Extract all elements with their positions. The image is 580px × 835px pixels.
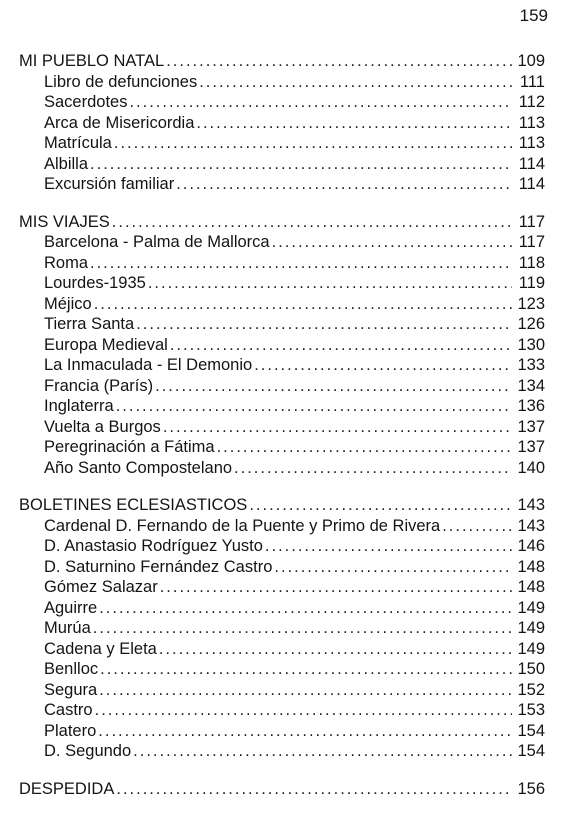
- dot-leader: [114, 133, 512, 154]
- toc-entry: [19, 335, 545, 356]
- toc-page-number: 113: [518, 134, 545, 152]
- toc-page-number: 134: [517, 376, 545, 395]
- toc-page-number: 117: [518, 233, 545, 251]
- toc-entry-title: Gómez Salazar: [44, 578, 158, 596]
- toc-page-number: 143: [517, 496, 545, 514]
- toc-entry-title: D. Anastasio Rodríguez Yusto: [44, 537, 263, 555]
- dot-leader: [274, 557, 512, 578]
- toc-entry: [19, 72, 545, 93]
- toc-entry-title: Aguirre: [44, 598, 98, 617]
- toc-page-number: 156: [517, 779, 545, 798]
- toc-entry-title: D. Saturnino Fernández Castro: [44, 557, 273, 576]
- toc-entry-title: Benlloc: [44, 660, 99, 678]
- dot-leader: [254, 355, 512, 376]
- toc-page-number: 123: [517, 294, 545, 313]
- toc-page-number: 111: [519, 72, 545, 91]
- toc-entry-title: Platero: [44, 721, 97, 740]
- toc-page-number: 109: [517, 52, 545, 70]
- dot-leader: [272, 232, 512, 253]
- toc-entry-title: Año Santo Compostelano: [44, 458, 233, 477]
- dot-leader: [176, 174, 512, 195]
- toc-page-number: 148: [517, 557, 545, 576]
- toc-entry-title: Lourdes-1935: [44, 274, 146, 292]
- toc-entry-title: Cadena y Eleta: [44, 639, 157, 658]
- toc-entry-title: Matrícula: [44, 134, 112, 152]
- dot-leader: [94, 294, 512, 315]
- toc-entry: [19, 253, 545, 274]
- toc-entry: [19, 557, 545, 578]
- toc-entry: [19, 417, 545, 438]
- toc-entry-title: Cardenal D. Fernando de la Puente y Primo de Rivera: [44, 516, 441, 535]
- toc-entry: [19, 437, 545, 458]
- toc-entry-title: Excursión familiar: [44, 175, 175, 193]
- toc-page-number: 150: [517, 660, 545, 678]
- toc-entry: [19, 355, 545, 376]
- toc-page-number: 146: [517, 537, 545, 555]
- toc-page-number: 152: [517, 680, 545, 699]
- dot-leader: [166, 51, 512, 72]
- toc-entry: [19, 174, 545, 195]
- toc-page-number: 154: [517, 721, 545, 740]
- toc-entry: [19, 659, 545, 680]
- toc-entry-title: Tierra Santa: [44, 315, 135, 333]
- toc-section-heading: [19, 212, 545, 233]
- toc-page-number: 149: [517, 619, 545, 637]
- dot-leader: [217, 437, 512, 458]
- toc-entry-title: Arca de Misericordia: [44, 113, 195, 132]
- dot-leader: [90, 154, 512, 175]
- toc-page-number: 126: [517, 315, 545, 333]
- dot-leader: [160, 577, 512, 598]
- toc-entry: [19, 721, 545, 742]
- toc-page-number: 143: [517, 516, 545, 535]
- dot-leader: [129, 92, 512, 113]
- page-number: 159: [519, 6, 548, 25]
- toc-entry: [19, 618, 545, 639]
- toc-page-number: 149: [517, 598, 545, 617]
- toc-entry-title: Méjico: [44, 294, 92, 313]
- toc-entry: [19, 92, 545, 113]
- toc-page-number: 137: [517, 438, 545, 456]
- toc-section-title: MI PUEBLO NATAL: [19, 52, 165, 70]
- dot-leader: [136, 314, 512, 335]
- toc-entry-title: Segura: [44, 680, 98, 699]
- dot-leader: [265, 536, 512, 557]
- toc-entry-title: Roma: [44, 253, 89, 272]
- toc-section: [19, 779, 545, 800]
- dot-leader: [196, 113, 512, 134]
- toc-page-number: 140: [517, 458, 545, 477]
- dot-leader: [99, 680, 512, 701]
- toc-page-number: 118: [518, 253, 545, 272]
- toc-entry-title: Barcelona - Palma de Mallorca: [44, 233, 270, 251]
- dot-leader: [442, 516, 512, 537]
- toc-section-title: MIS VIAJES: [19, 212, 110, 231]
- toc-section-heading: [19, 51, 545, 72]
- toc-entry: [19, 232, 545, 253]
- toc-section: [19, 495, 545, 762]
- toc-page-number: 148: [517, 578, 545, 596]
- toc-page-number: 153: [517, 701, 545, 719]
- toc-entry-title: Europa Medieval: [44, 335, 168, 354]
- toc-entry-title: Vuelta a Burgos: [44, 417, 161, 436]
- toc-page-number: 154: [517, 742, 545, 760]
- toc-entry: [19, 598, 545, 619]
- toc-entry: [19, 458, 545, 479]
- toc-section-heading: [19, 779, 545, 800]
- toc-entry-title: Peregrinación a Fátima: [44, 438, 215, 456]
- toc-entry: [19, 577, 545, 598]
- dot-leader: [249, 495, 512, 516]
- toc-page-number: 149: [517, 639, 545, 658]
- toc-entry: [19, 700, 545, 721]
- toc-entry-title: Albilla: [44, 154, 89, 173]
- toc-entry-title: Inglaterra: [44, 397, 114, 415]
- toc-entry: [19, 314, 545, 335]
- dot-leader: [133, 741, 512, 762]
- toc-page-number: 133: [517, 356, 545, 374]
- toc-page-number: 137: [517, 417, 545, 436]
- dot-leader: [93, 618, 512, 639]
- toc-entry: [19, 294, 545, 315]
- dot-leader: [90, 253, 512, 274]
- toc-section-heading: [19, 495, 545, 516]
- toc-entry: [19, 154, 545, 175]
- toc-entry-title: La Inmaculada - El Demonio: [44, 356, 253, 374]
- toc-page-number: 112: [518, 93, 545, 111]
- dot-leader: [159, 639, 512, 660]
- toc-page-number: 130: [517, 335, 545, 354]
- toc-page-number: 136: [517, 397, 545, 415]
- toc-section-title: BOLETINES ECLESIASTICOS: [19, 496, 248, 514]
- dot-leader: [95, 700, 512, 721]
- toc-entry-title: Libro de defunciones: [44, 72, 198, 91]
- dot-leader: [148, 273, 512, 294]
- dot-leader: [98, 721, 512, 742]
- dot-leader: [116, 396, 512, 417]
- toc-entry: [19, 133, 545, 154]
- dot-leader: [116, 779, 512, 800]
- toc-entry: [19, 741, 545, 762]
- toc-entry: [19, 376, 545, 397]
- toc-entry-title: D. Segundo: [44, 742, 132, 760]
- dot-leader: [234, 458, 512, 479]
- dot-leader: [112, 212, 512, 233]
- toc-entry-title: Murúa: [44, 619, 91, 637]
- toc-section-title: DESPEDIDA: [19, 779, 115, 798]
- toc-section: [19, 212, 545, 479]
- toc-entry: [19, 113, 545, 134]
- toc-page-number: 114: [518, 175, 545, 193]
- toc-page-number: 113: [518, 113, 545, 132]
- toc-entry: [19, 639, 545, 660]
- toc-entry-title: Sacerdotes: [44, 93, 128, 111]
- dot-leader: [155, 376, 512, 397]
- toc-entry: [19, 516, 545, 537]
- dot-leader: [199, 72, 512, 93]
- dot-leader: [170, 335, 512, 356]
- dot-leader: [163, 417, 512, 438]
- toc-entry: [19, 273, 545, 294]
- toc-entry: [19, 680, 545, 701]
- toc-page-number: 119: [518, 274, 545, 292]
- toc-entry: [19, 536, 545, 557]
- toc-page-number: 114: [518, 154, 545, 173]
- table-of-contents: [19, 51, 545, 799]
- toc-entry-title: Castro: [44, 701, 93, 719]
- toc-entry-title: Francia (París): [44, 376, 154, 395]
- toc-section: [19, 51, 545, 195]
- toc-page-number: 117: [518, 212, 545, 231]
- dot-leader: [99, 598, 512, 619]
- dot-leader: [100, 659, 512, 680]
- toc-entry: [19, 396, 545, 417]
